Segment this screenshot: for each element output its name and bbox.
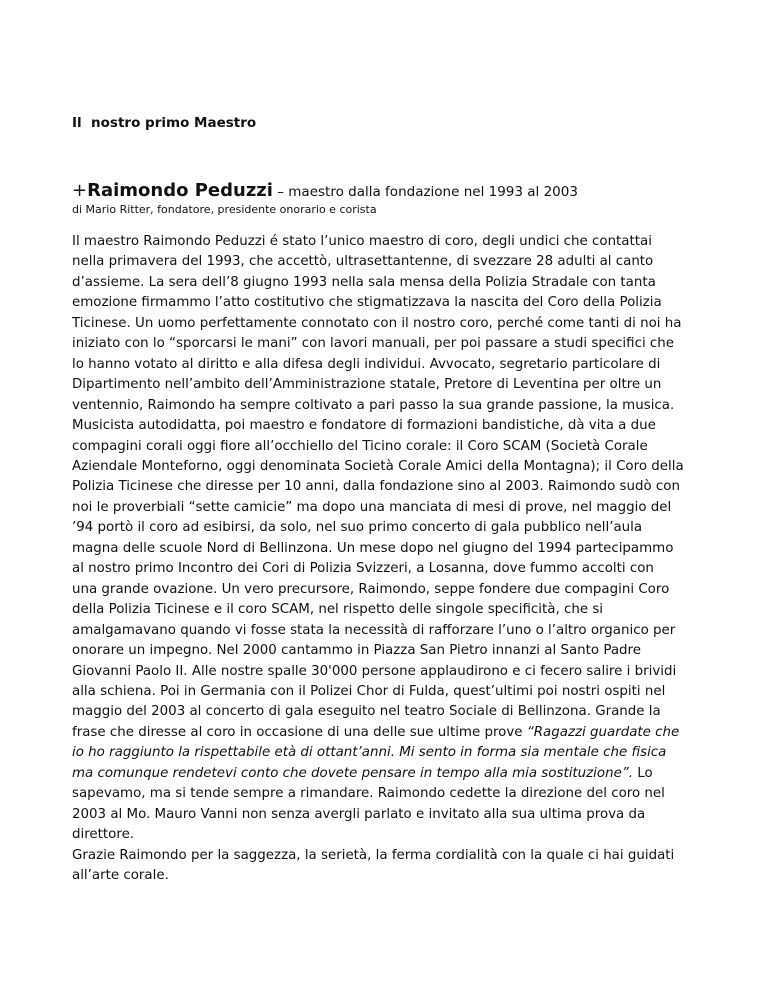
body-text: lo hanno votato al diritto e alla difesa degli individui. Avvocato, segretario particolare di [72,356,661,372]
cross-symbol: + [72,180,88,201]
body-text: emozione firmammo l’atto costitutivo che stigmatizzava la nascita del Coro della Polizia [72,295,662,311]
document-heading: Il nostro primo Maestro [72,115,257,131]
body-text: Musicista autodidatta, poi maestro e fondatore di formazioni bandistiche, dà vita a due [72,418,656,434]
body-text: sapevamo, ma si tende sempre a rimandare. Raimondo cedette la direzione del coro nel [72,786,665,802]
paragraph-line [72,375,684,395]
byline: di Mario Ritter, fondatore, presidente onorario e corista [72,203,377,216]
paragraph-line [72,846,684,866]
paragraph-line [72,682,684,702]
paragraph-line [72,416,684,436]
body-text: al nostro primo Incontro dei Cori di Polizia Svizzeri, a Losanna, dove fummo accolti con [72,561,654,577]
body-text: maggio del 2003 al concerto di gala eseguito nel teatro Sociale di Bellinzona. Grande la [72,704,661,720]
quote-text: “Ragazzi guardate che [526,724,680,740]
paragraph-line [72,641,684,661]
quote-text: io ho raggiunto la rispettabile età di ottant’anni. Mi sento in forma sia mentale che fisica [72,745,667,761]
paragraph-line [72,784,684,804]
paragraph-line [72,477,684,497]
body-text: onorare un impegno. Nel 2000 cantammo in Piazza San Pietro innanzi al Santo Padre [72,643,641,659]
paragraph-line [72,437,684,457]
body-text: Dipartimento nell’ambito dell’Amministrazione statale, Pretore di Leventina per oltre un [72,377,662,393]
paragraph-line [72,805,684,825]
body-text: alla schiena. Poi in Germania con il Polizei Chor di Fulda, quest’ultimi poi nostri ospiti nel [72,683,666,699]
body-text: nella primavera del 1993, che accettò, ultrasettantenne, di svezzare 28 adulti al canto [72,254,654,270]
article-title [72,180,578,201]
paragraph-line [72,273,684,293]
paragraph-line [72,498,684,518]
paragraph-line [72,662,684,682]
paragraph-line [72,559,684,579]
paragraph-line [72,334,684,354]
paragraph-line [72,600,684,620]
body-text: compagini corali oggi fiore all’occhiello del Ticino corale: il Coro SCAM (Società Corale [72,438,648,454]
body-text: della Polizia Ticinese e il coro SCAM, nel rispetto delle singole specificità, che si [72,602,604,618]
paragraph-line [72,355,684,375]
body-text: frase che diresse al coro in occasione di una delle sue ultime prove [72,724,527,740]
paragraph-line [72,825,684,845]
body-text: Giovanni Paolo II. Alle nostre spalle 30'000 persone applaudirono e ci fecero salire i brividi [72,663,677,679]
body-text: Polizia Ticinese che diresse per 10 anni, dalla fondazione sino al 2003. Raimondo sudò con [72,479,680,495]
body-text: Aziendale Monteforno, oggi denominata Società Corale Amici della Montagna); il Coro della [72,458,684,474]
body-text: direttore. [72,827,135,843]
body-text: Lo [633,765,653,781]
paragraph-line [72,723,684,743]
body-text: noi le proverbiali “sette camicie” ma dopo una manciata di mesi di prove, nel maggio del [72,499,672,515]
body-text: magna delle scuole Nord di Bellinzona. Un mese dopo nel giugno del 1994 partecipammo [72,540,674,556]
paragraph-line [72,293,684,313]
paragraph-line [72,252,684,272]
body-text: Grazie Raimondo per la saggezza, la serietà, la ferma cordialità con la quale ci hai guidati [72,847,675,863]
paragraph-line [72,866,684,886]
quote-text: ma comunque rendetevi conto che dovete pensare in tempo alla mia sostituzione”. [72,765,634,781]
article-body [72,232,684,887]
body-text: amalgamavano quando vi fosse stata la necessità di rafforzare l’uno o l’altro organico per [72,622,676,638]
body-text: Il maestro Raimondo Peduzzi é stato l’unico maestro di coro, degli undici che contattai [72,234,652,249]
paragraph-line [72,580,684,600]
body-text: Ticinese. Un uomo perfettamente connotato con il nostro coro, perché come tanti di noi ha [72,315,682,331]
body-text: ’94 portò il coro ad esibirsi, da solo, nel suo primo concerto di gala pubblico nell’aula [72,520,643,536]
body-text: d’assieme. La sera dell’8 giugno 1993 nella sala mensa della Polizia Stradale con tanta [72,274,656,290]
paragraph-line [72,314,684,334]
paragraph-line [72,232,684,252]
body-text: iniziato con lo “sporcarsi le mani” con lavori manuali, per poi passare a studi specifici che [72,336,675,352]
paragraph-line [72,396,684,416]
paragraph-line [72,743,684,763]
maestro-name: Raimondo Peduzzi [87,180,273,201]
body-text: 2003 al Mo. Mauro Vanni non senza avergli parlato e invitato alla sua ultima prova da [72,806,646,822]
paragraph-line [72,539,684,559]
paragraph-line [72,518,684,538]
body-text: ventennio, Raimondo ha sempre coltivato a pari passo la sua grande passione, la musica. [72,397,675,413]
paragraph-line [72,457,684,477]
title-subtitle: – maestro dalla fondazione nel 1993 al 2003 [272,184,578,200]
paragraph-line [72,621,684,641]
body-text: all’arte corale. [72,868,169,884]
paragraph-line [72,702,684,722]
body-text: una grande ovazione. Un vero precursore, Raimondo, seppe fondere due compagini Coro [72,581,670,597]
paragraph-line [72,764,684,784]
